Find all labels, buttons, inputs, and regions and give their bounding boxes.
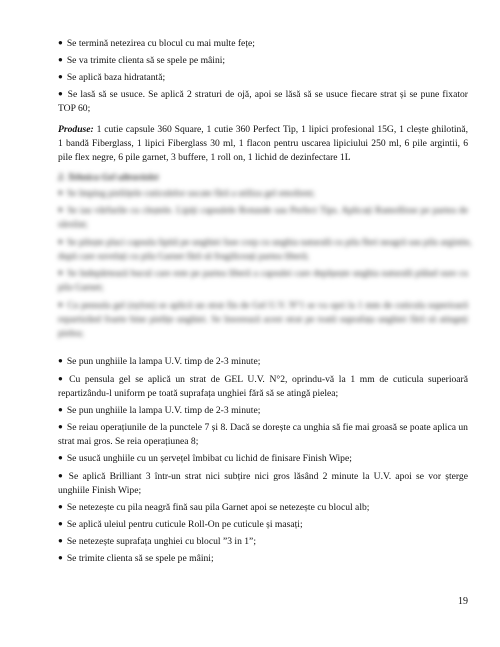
- list-item: ● Se termină netezirea cu blocul cu mai multe fețe;: [58, 38, 468, 50]
- blurred-line: ● Se îndepărtează bucul care este pe partea liberă a capsulei care depășește unghia naturală păâad sure cu: [58, 268, 468, 280]
- list-item-continuation: unghiile Finish Wipe;: [58, 485, 142, 496]
- list-item: ● Se aplică uleiul pentru cuticule Roll-On pe cuticule și masați;: [58, 519, 468, 531]
- list-item-continuation: strat mai gros. Se reia operațiunea 8;: [58, 436, 199, 447]
- list-item-continuation: TOP 60;: [58, 103, 91, 114]
- list-item: ● Se reiau operațiunile de la punctele 7 și 8. Dacă se dorește ca unghia să fie mai groasă se poate aplica un: [58, 422, 468, 434]
- blurred-line: sărsilat;: [58, 219, 88, 230]
- list-item: ● Se va trimite clienta să se spele pe mâini;: [58, 55, 468, 67]
- list-item: ● Se trimite clienta să se spele pe mâini;: [58, 553, 468, 565]
- list-item: ● Cu pensula gel se aplică un strat de GEL U.V. N°2, oprindu-vă la 1 mm de cuticula superioară: [58, 374, 468, 386]
- section-heading-blurred: 2. Tehnica Gel ultraviolet: [58, 172, 159, 183]
- blurred-line: ● Se pilește placi capsula lipită pe unghiei fase corp cu unghia naturală cu pila fleri neagră sau pila argintie,: [58, 237, 468, 249]
- products-line-1: [58, 124, 468, 136]
- list-item: ● Se aplică Brilliant 3 într-un strat nici subțire nici gros lăsând 2 minute la U.V. apoi se vor șterge: [58, 471, 468, 483]
- blurred-line: pila Garnet;: [58, 282, 104, 293]
- products-text: 1 cutie capsule 360 Square, 1 cutie 360 Perfect Tip, 1 lipici profesional 15G, 1 clește ghilotină,: [93, 124, 468, 135]
- products-line-3: pile flex negre, 6 pile garnet, 3 buffere, 1 roll on, 1 lichid de dezinfectare 1L: [58, 152, 351, 163]
- blurred-line: repartizând foarte bine pielițe unghiei. Se însorează acest strat pe toată suprafața unghiei fără să atingeți: [58, 314, 468, 325]
- list-item: ● Se pun unghiile la lampa U.V. timp de 2-3 minute;: [58, 405, 468, 417]
- list-item: ● Se lasă să se usuce. Se aplică 2 straturi de ojă, apoi se lăsă să se usuce fiecare strat și se pune fixator: [58, 89, 468, 101]
- list-item: ● Se netezește suprafața unghiei cu blocul ”3 in 1”;: [58, 536, 468, 548]
- list-item: ● Se netezește cu pila neagră fină sau pila Garnet apoi se netezește cu blocul alb;: [58, 502, 468, 514]
- blurred-line: ● Se împing pieliițele cuticulelor uscate fără a utiliza gel emolient;: [58, 188, 468, 200]
- blurred-line: ● Cu pensula gel (nylon) se aplică un strat fin de Gel U.V. N°1 se va opri la 1 mm de cuticula superioară: [58, 300, 468, 312]
- list-item: ● Se usucă unghiile cu un șervețel îmbibat cu lichid de finisare Finish Wipe;: [58, 453, 468, 465]
- blurred-line: după care suvelați cu pila Garnet fără să frugiliceați partea liberă;: [58, 251, 309, 262]
- blurred-line: ● Se iau vârfurile cu cleștele. Lipiți capsulele Rotunde sau Perfect Tips. Aplicați Ramollisse pe partea de: [58, 205, 468, 217]
- products-line-2: 1 bandă Fiberglass, 1 lipici Fiberglass 30 ml, 1 flacon pentru uscarea lipiciului 250 ml, 6 pile argintii, 6: [58, 138, 468, 149]
- page-number: 19: [458, 596, 468, 607]
- blurred-line: pielea;: [58, 328, 84, 339]
- list-item: ● Se pun unghiile la lampa U.V. timp de 2-3 minute;: [58, 356, 468, 368]
- list-item-continuation: repartizându-l uniform pe toată suprafața unghiei fără să se atingă pielea;: [58, 388, 339, 399]
- list-item: ● Se aplică baza hidratantă;: [58, 72, 468, 84]
- products-label: Produse:: [58, 124, 94, 135]
